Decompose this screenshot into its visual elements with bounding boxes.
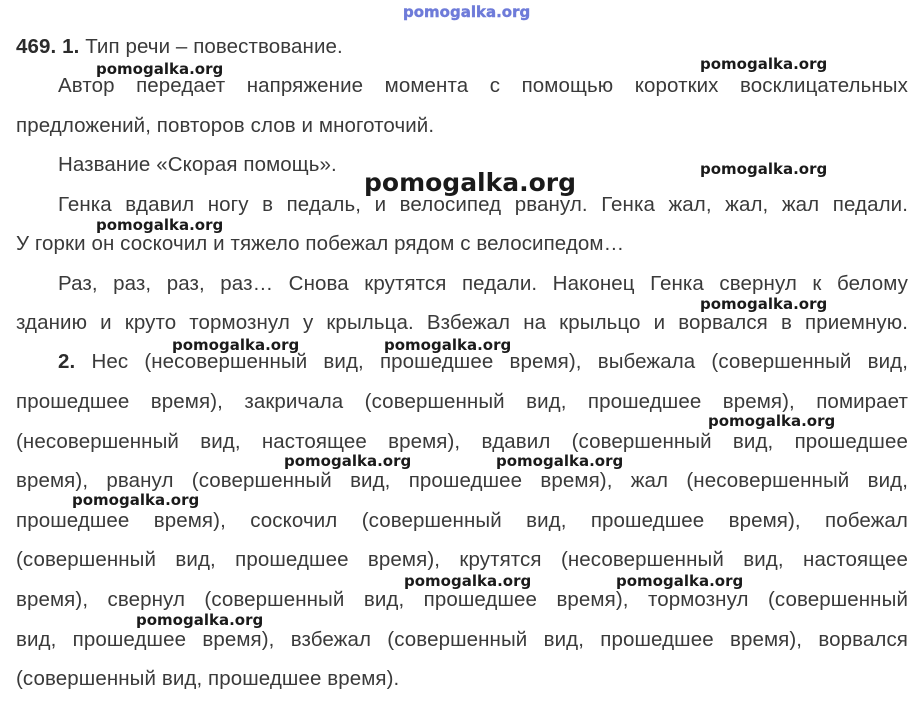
watermark: pomogalka.org [708, 412, 836, 430]
text-line: зданию и круто тормознул у крыльца. Взбежал на крыльцо и ворвался в приемную. [16, 311, 908, 334]
watermark: pomogalka.org [384, 336, 512, 354]
watermark: pomogalka.org [404, 572, 532, 590]
text-line: время), рванул (совершенный вид, прошедшее время), жал (несовершенный вид, [16, 469, 908, 492]
watermark: pomogalka.org [700, 55, 828, 73]
text-line: прошедшее время), соскочил (совершенный вид, прошедшее время), побежал [16, 509, 908, 532]
text-line: Автор передает напряжение момента с помощью коротких восклицательных [58, 74, 908, 97]
header-watermark: pomogalka.org [403, 3, 531, 21]
watermark: pomogalka.org [700, 160, 828, 178]
text-line: Название «Скорая помощь». [58, 153, 337, 176]
watermark: pomogalka.org [72, 491, 200, 509]
watermark: pomogalka.org [700, 295, 828, 313]
text-line: У горки он соскочил и тяжело побежал рядом с велосипедом… [16, 232, 625, 255]
watermark: pomogalka.org [136, 611, 264, 629]
text-line: Тип речи – повествование. [85, 35, 343, 58]
watermark: pomogalka.org [96, 216, 224, 234]
watermark: pomogalka.org [284, 452, 412, 470]
exercise-number: 469. [16, 35, 57, 58]
text-line: Нес (несовершенный вид, прошедшее время), выбежала (совершенный вид, [91, 350, 909, 373]
text-line: (несовершенный вид, настоящее время), вдавил (совершенный вид, прошедшее [16, 430, 908, 453]
text-line: прошедшее время), закричала (совершенный вид, прошедшее время), помирает [16, 390, 908, 413]
text-line: (совершенный вид, прошедшее время). [16, 667, 400, 690]
watermark-large: pomogalka.org [364, 168, 577, 197]
part1-number: 1. [62, 35, 80, 58]
text-line: предложений, повторов слов и многоточий. [16, 114, 435, 137]
text-line: время), свернул (совершенный вид, прошедшее время), тормознул (совершенный [16, 588, 908, 611]
watermark: pomogalka.org [96, 60, 224, 78]
watermark: pomogalka.org [496, 452, 624, 470]
text-line: Генка вдавил ногу в педаль, и велосипед рванул. Генка жал, жал, жал педали. [58, 193, 908, 216]
watermark: pomogalka.org [616, 572, 744, 590]
part2-number: 2. [58, 350, 76, 373]
text-line: (совершенный вид, прошедшее время), крутятся (несовершенный вид, настоящее [16, 548, 908, 571]
text-line: Раз, раз, раз, раз… Снова крутятся педали. Наконец Генка свернул к белому [58, 272, 908, 295]
text-line: вид, прошедшее время), взбежал (совершенный вид, прошедшее время), ворвался [16, 628, 908, 651]
watermark: pomogalka.org [172, 336, 300, 354]
